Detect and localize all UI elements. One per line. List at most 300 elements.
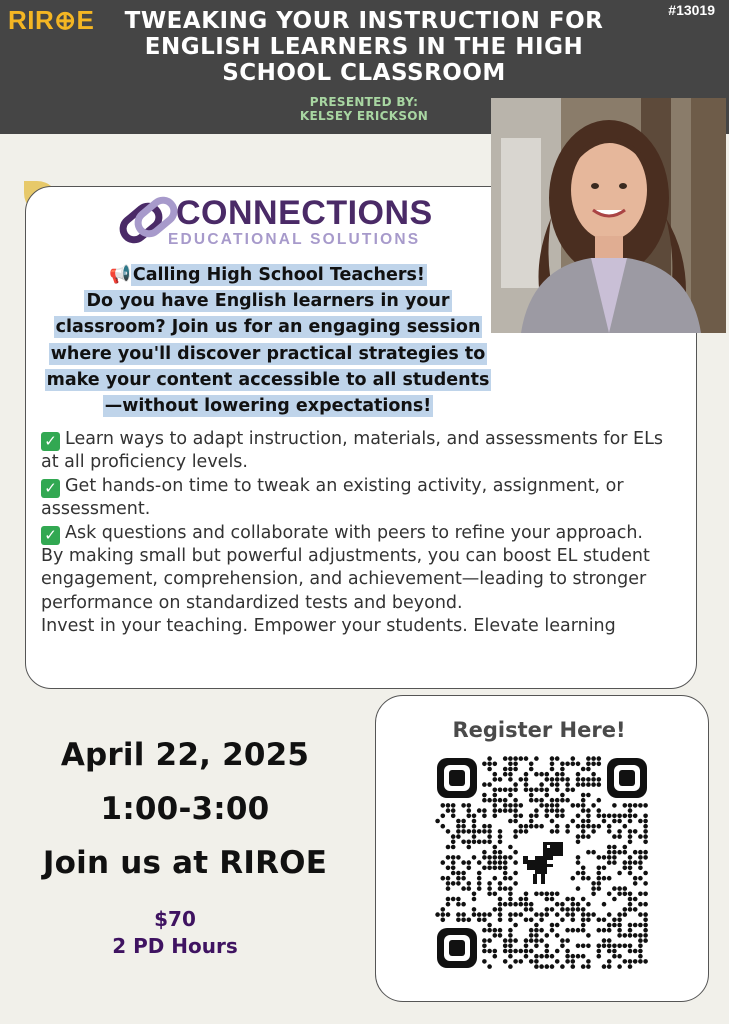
qr-module bbox=[487, 798, 492, 803]
qr-module bbox=[581, 782, 586, 787]
qr-module bbox=[597, 881, 602, 886]
qr-module bbox=[555, 788, 560, 793]
qr-module bbox=[623, 860, 628, 865]
qr-module bbox=[508, 855, 513, 860]
qr-module bbox=[487, 866, 492, 871]
qr-module bbox=[591, 850, 596, 855]
qr-module bbox=[451, 871, 456, 876]
qr-module bbox=[503, 788, 508, 793]
qr-module bbox=[602, 964, 607, 969]
qr-module bbox=[560, 762, 565, 767]
qr-module bbox=[513, 860, 518, 865]
qr-module bbox=[555, 824, 560, 829]
qr-module bbox=[555, 772, 560, 777]
qr-module bbox=[545, 814, 550, 819]
qr-module bbox=[503, 949, 508, 954]
qr-module bbox=[513, 938, 518, 943]
qr-module bbox=[472, 892, 477, 897]
qr-module bbox=[467, 814, 472, 819]
qr-module bbox=[446, 829, 451, 834]
qr-module bbox=[503, 876, 508, 881]
qr-module bbox=[545, 954, 550, 959]
qr-module bbox=[586, 964, 591, 969]
qr-module bbox=[446, 876, 451, 881]
qr-module bbox=[597, 954, 602, 959]
qr-module bbox=[550, 777, 555, 782]
qr-module bbox=[467, 840, 472, 845]
qr-module bbox=[591, 881, 596, 886]
qr-module bbox=[576, 902, 581, 907]
qr-module bbox=[550, 897, 555, 902]
qr-module bbox=[607, 850, 612, 855]
qr-module bbox=[456, 881, 461, 886]
qr-module bbox=[581, 767, 586, 772]
qr-module bbox=[555, 814, 560, 819]
qr-module bbox=[446, 912, 451, 917]
qr-module bbox=[451, 840, 456, 845]
qr-module bbox=[513, 798, 518, 803]
qr-module bbox=[487, 860, 492, 865]
qr-module bbox=[576, 855, 581, 860]
qr-module bbox=[586, 777, 591, 782]
qr-module bbox=[586, 824, 591, 829]
qr-module bbox=[612, 954, 617, 959]
qr-module bbox=[472, 834, 477, 839]
qr-module bbox=[534, 954, 539, 959]
qr-module bbox=[498, 933, 503, 938]
qr-module bbox=[607, 824, 612, 829]
qr-module bbox=[524, 907, 529, 912]
qr-module bbox=[628, 803, 633, 808]
qr-module bbox=[487, 881, 492, 886]
qr-module bbox=[477, 840, 482, 845]
qr-module bbox=[508, 938, 513, 943]
qr-module bbox=[456, 918, 461, 923]
qr-module bbox=[539, 928, 544, 933]
qr-module bbox=[602, 938, 607, 943]
qr-module bbox=[461, 902, 466, 907]
qr-module bbox=[550, 892, 555, 897]
qr-module bbox=[545, 808, 550, 813]
qr-module bbox=[503, 772, 508, 777]
qr-module bbox=[472, 855, 477, 860]
qr-module bbox=[467, 829, 472, 834]
qr-module bbox=[456, 871, 461, 876]
qr-module bbox=[612, 897, 617, 902]
qr-module bbox=[633, 897, 638, 902]
qr-module bbox=[597, 855, 602, 860]
qr-module bbox=[513, 923, 518, 928]
qr-module bbox=[607, 892, 612, 897]
qr-module bbox=[461, 918, 466, 923]
qr-module bbox=[576, 762, 581, 767]
event-date: April 22, 2025 bbox=[60, 737, 310, 773]
qr-module bbox=[597, 814, 602, 819]
qr-module bbox=[451, 834, 456, 839]
qr-module bbox=[482, 912, 487, 917]
qr-module bbox=[508, 949, 513, 954]
qr-module bbox=[513, 834, 518, 839]
qr-module bbox=[623, 892, 628, 897]
qr-module bbox=[576, 782, 581, 787]
callout-line: —without lowering expectations! bbox=[104, 396, 432, 417]
qr-module bbox=[461, 886, 466, 891]
qr-module bbox=[508, 912, 513, 917]
qr-module bbox=[581, 803, 586, 808]
qr-module bbox=[529, 767, 534, 772]
qr-module bbox=[602, 819, 607, 824]
title-line: SCHOOL CLASSROOM bbox=[222, 60, 506, 86]
qr-module bbox=[493, 772, 498, 777]
qr-module bbox=[550, 829, 555, 834]
qr-module bbox=[623, 803, 628, 808]
qr-module bbox=[441, 918, 446, 923]
qr-module bbox=[586, 876, 591, 881]
qr-module bbox=[623, 933, 628, 938]
qr-module bbox=[581, 907, 586, 912]
qr-module bbox=[513, 881, 518, 886]
qr-module bbox=[482, 798, 487, 803]
qr-module bbox=[576, 928, 581, 933]
qr-module bbox=[633, 876, 638, 881]
qr-module bbox=[550, 819, 555, 824]
qr-module bbox=[534, 933, 539, 938]
qr-module bbox=[493, 845, 498, 850]
qr-module bbox=[545, 933, 550, 938]
qr-module bbox=[586, 808, 591, 813]
qr-module bbox=[612, 819, 617, 824]
qr-module bbox=[503, 902, 508, 907]
qr-module bbox=[524, 918, 529, 923]
qr-module bbox=[539, 824, 544, 829]
qr-module bbox=[602, 855, 607, 860]
qr-module bbox=[607, 845, 612, 850]
qr-module bbox=[638, 834, 643, 839]
qr-module bbox=[591, 829, 596, 834]
qr-module bbox=[597, 762, 602, 767]
qr-module bbox=[617, 912, 622, 917]
qr-module bbox=[550, 928, 555, 933]
qr-module bbox=[467, 881, 472, 886]
qr-module bbox=[519, 803, 524, 808]
qr-module bbox=[508, 777, 513, 782]
qr-module bbox=[529, 824, 534, 829]
qr-module bbox=[571, 964, 576, 969]
qr-module bbox=[638, 819, 643, 824]
qr-module bbox=[628, 923, 633, 928]
qr-module bbox=[617, 892, 622, 897]
qr-module bbox=[513, 871, 518, 876]
qr-module bbox=[529, 793, 534, 798]
qr-module bbox=[628, 819, 633, 824]
qr-module bbox=[545, 892, 550, 897]
event-id: #13019 bbox=[668, 2, 715, 18]
qr-module bbox=[550, 782, 555, 787]
qr-module bbox=[565, 798, 570, 803]
qr-module bbox=[597, 782, 602, 787]
qr-module bbox=[503, 860, 508, 865]
qr-module bbox=[638, 866, 643, 871]
qr-module bbox=[441, 912, 446, 917]
qr-module bbox=[451, 866, 456, 871]
qr-module bbox=[565, 762, 570, 767]
qr-module bbox=[612, 918, 617, 923]
qr-module bbox=[633, 907, 638, 912]
qr-module bbox=[565, 829, 570, 834]
qr-module bbox=[467, 866, 472, 871]
qr-module bbox=[508, 902, 513, 907]
qr-module bbox=[576, 944, 581, 949]
qr-module bbox=[571, 959, 576, 964]
qr-module bbox=[555, 798, 560, 803]
qr-module bbox=[498, 829, 503, 834]
qr-module bbox=[534, 798, 539, 803]
qr-module bbox=[456, 902, 461, 907]
qr-module bbox=[513, 819, 518, 824]
qr-module bbox=[597, 876, 602, 881]
qr-module bbox=[498, 912, 503, 917]
qr-module bbox=[451, 803, 456, 808]
qr-module bbox=[539, 938, 544, 943]
qr-module bbox=[487, 938, 492, 943]
qr-module bbox=[628, 866, 633, 871]
qr-module bbox=[628, 814, 633, 819]
riroe-logo-text: RIR⊕E bbox=[8, 5, 95, 35]
qr-module bbox=[623, 824, 628, 829]
qr-module bbox=[560, 938, 565, 943]
qr-module bbox=[534, 788, 539, 793]
qr-module bbox=[539, 918, 544, 923]
qr-module bbox=[617, 944, 622, 949]
qr-module bbox=[493, 892, 498, 897]
qr-module bbox=[643, 912, 648, 917]
qr-module bbox=[576, 840, 581, 845]
qr-module bbox=[519, 912, 524, 917]
qr-module bbox=[628, 855, 633, 860]
qr-module bbox=[456, 912, 461, 917]
qr-module bbox=[503, 938, 508, 943]
qr-module bbox=[628, 907, 633, 912]
qr-module bbox=[643, 923, 648, 928]
qr-module bbox=[643, 871, 648, 876]
qr-module bbox=[534, 923, 539, 928]
qr-module bbox=[565, 959, 570, 964]
qr-module bbox=[576, 907, 581, 912]
qr-module bbox=[513, 902, 518, 907]
qr-module bbox=[597, 949, 602, 954]
qr-module bbox=[581, 777, 586, 782]
qr-module bbox=[623, 912, 628, 917]
qr-finder-top-right bbox=[607, 758, 647, 798]
qr-module bbox=[612, 850, 617, 855]
qr-module bbox=[597, 871, 602, 876]
qr-module bbox=[482, 938, 487, 943]
qr-module bbox=[643, 814, 648, 819]
qr-module bbox=[612, 834, 617, 839]
qr-module bbox=[581, 819, 586, 824]
qr-module bbox=[508, 944, 513, 949]
registration-qr-code[interactable] bbox=[435, 756, 649, 970]
qr-module bbox=[560, 964, 565, 969]
qr-module bbox=[529, 762, 534, 767]
qr-module bbox=[534, 964, 539, 969]
qr-module bbox=[508, 803, 513, 808]
qr-module bbox=[472, 907, 477, 912]
qr-module bbox=[451, 897, 456, 902]
qr-module bbox=[498, 907, 503, 912]
event-price: $70 bbox=[154, 907, 196, 931]
qr-module bbox=[539, 782, 544, 787]
qr-module bbox=[461, 840, 466, 845]
qr-module bbox=[581, 798, 586, 803]
qr-module bbox=[524, 902, 529, 907]
qr-module bbox=[628, 902, 633, 907]
qr-module bbox=[571, 902, 576, 907]
qr-module bbox=[638, 892, 643, 897]
qr-module bbox=[461, 803, 466, 808]
qr-module bbox=[534, 824, 539, 829]
qr-module bbox=[513, 767, 518, 772]
callout-line: Calling High School Teachers! bbox=[132, 265, 425, 285]
qr-module bbox=[545, 907, 550, 912]
qr-module bbox=[513, 850, 518, 855]
callout-text bbox=[30, 262, 506, 419]
benefit-text: Ask questions and collaborate with peers to refine your approach. bbox=[65, 522, 643, 543]
qr-module bbox=[529, 819, 534, 824]
riroe-logo bbox=[8, 5, 94, 36]
qr-module bbox=[493, 866, 498, 871]
qr-module bbox=[560, 944, 565, 949]
qr-module bbox=[513, 762, 518, 767]
qr-module bbox=[643, 928, 648, 933]
qr-module bbox=[550, 767, 555, 772]
qr-module bbox=[498, 777, 503, 782]
event-location: Join us at RIROE bbox=[42, 845, 328, 881]
qr-module bbox=[472, 897, 477, 902]
qr-module bbox=[493, 876, 498, 881]
register-title: Register Here! bbox=[452, 718, 626, 742]
qr-module bbox=[643, 902, 648, 907]
qr-module bbox=[560, 772, 565, 777]
qr-module bbox=[441, 907, 446, 912]
qr-module bbox=[607, 814, 612, 819]
qr-module bbox=[555, 912, 560, 917]
qr-module bbox=[508, 918, 513, 923]
qr-module bbox=[555, 829, 560, 834]
qr-module bbox=[550, 803, 555, 808]
qr-module bbox=[623, 866, 628, 871]
qr-module bbox=[482, 829, 487, 834]
qr-module bbox=[555, 949, 560, 954]
qr-module bbox=[487, 829, 492, 834]
qr-module bbox=[539, 803, 544, 808]
qr-module bbox=[586, 850, 591, 855]
qr-module bbox=[545, 772, 550, 777]
qr-module bbox=[581, 964, 586, 969]
qr-module bbox=[643, 840, 648, 845]
qr-module bbox=[581, 912, 586, 917]
qr-module bbox=[576, 886, 581, 891]
qr-module bbox=[623, 814, 628, 819]
qr-module bbox=[441, 876, 446, 881]
qr-module bbox=[628, 933, 633, 938]
qr-module bbox=[571, 876, 576, 881]
qr-module bbox=[513, 814, 518, 819]
qr-module bbox=[508, 886, 513, 891]
qr-module bbox=[576, 777, 581, 782]
qr-module bbox=[482, 928, 487, 933]
qr-module bbox=[591, 772, 596, 777]
qr-module bbox=[571, 819, 576, 824]
qr-module bbox=[477, 912, 482, 917]
qr-module bbox=[560, 907, 565, 912]
qr-module bbox=[545, 897, 550, 902]
qr-module bbox=[591, 824, 596, 829]
qr-module bbox=[623, 850, 628, 855]
qr-module bbox=[581, 824, 586, 829]
qr-module bbox=[560, 777, 565, 782]
qr-module bbox=[628, 840, 633, 845]
qr-module bbox=[493, 850, 498, 855]
qr-module bbox=[446, 803, 451, 808]
qr-module bbox=[467, 860, 472, 865]
qr-module bbox=[571, 788, 576, 793]
qr-finder-top-left bbox=[437, 758, 477, 798]
qr-module bbox=[586, 959, 591, 964]
qr-module bbox=[565, 824, 570, 829]
qr-module bbox=[539, 788, 544, 793]
qr-module bbox=[435, 912, 440, 917]
qr-module bbox=[508, 897, 513, 902]
qr-module bbox=[435, 819, 440, 824]
qr-module bbox=[513, 949, 518, 954]
qr-module bbox=[607, 923, 612, 928]
qr-module bbox=[529, 814, 534, 819]
qr-module bbox=[461, 824, 466, 829]
qr-module bbox=[591, 782, 596, 787]
qr-module bbox=[643, 959, 648, 964]
qr-module bbox=[524, 772, 529, 777]
qr-module bbox=[487, 824, 492, 829]
qr-module bbox=[560, 798, 565, 803]
qr-module bbox=[461, 819, 466, 824]
qr-module bbox=[487, 840, 492, 845]
benefit-item bbox=[41, 428, 681, 475]
qr-module bbox=[565, 938, 570, 943]
qr-module bbox=[623, 886, 628, 891]
qr-module bbox=[519, 897, 524, 902]
qr-module bbox=[482, 850, 487, 855]
qr-module bbox=[545, 793, 550, 798]
presenter-photo bbox=[491, 98, 726, 333]
qr-module bbox=[493, 803, 498, 808]
qr-module bbox=[565, 782, 570, 787]
qr-module bbox=[498, 866, 503, 871]
qr-module bbox=[467, 845, 472, 850]
qr-module bbox=[628, 892, 633, 897]
qr-module bbox=[519, 777, 524, 782]
qr-module bbox=[571, 912, 576, 917]
qr-module bbox=[482, 944, 487, 949]
qr-module bbox=[591, 892, 596, 897]
qr-module bbox=[487, 928, 492, 933]
qr-module bbox=[591, 886, 596, 891]
qr-module bbox=[456, 834, 461, 839]
qr-module bbox=[643, 803, 648, 808]
qr-module bbox=[571, 803, 576, 808]
qr-module bbox=[617, 928, 622, 933]
megaphone-icon: 📢 bbox=[109, 265, 131, 285]
